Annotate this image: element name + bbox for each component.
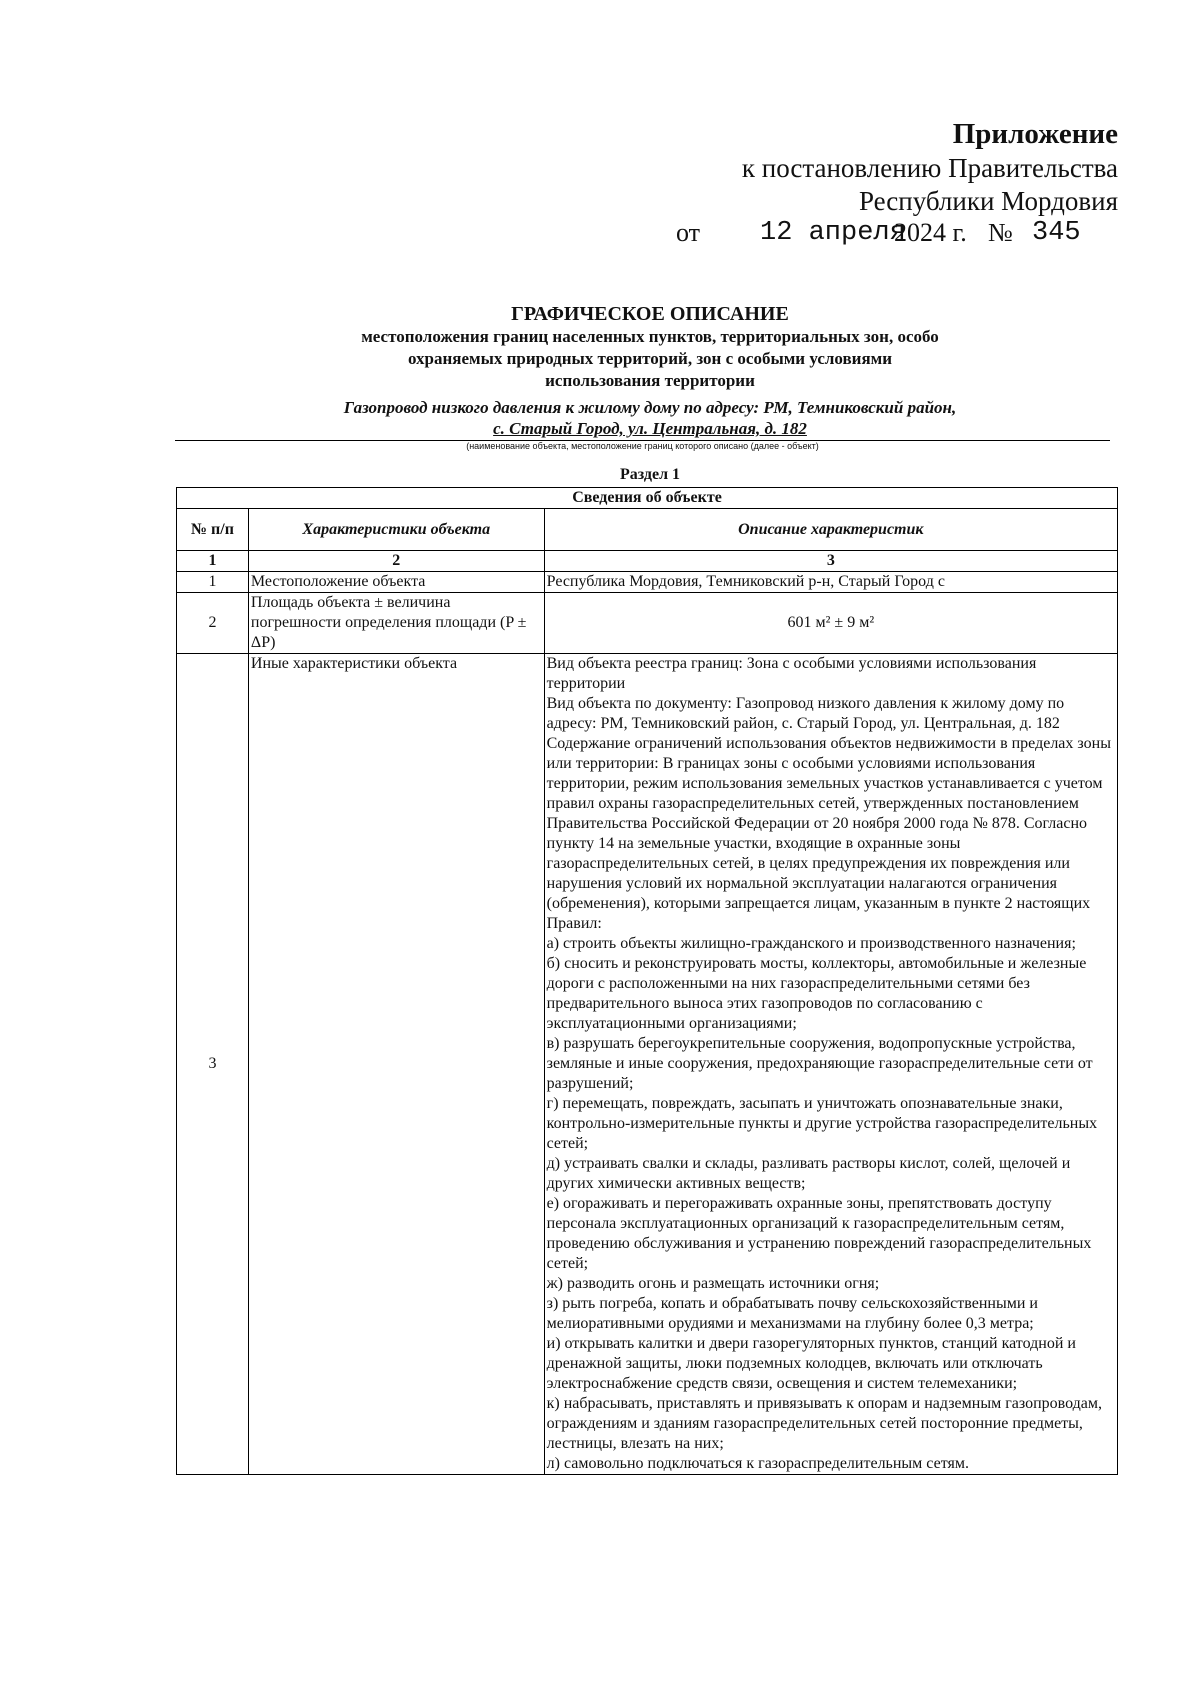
row-value: Республика Мордовия, Темниковский р-н, Старый Город с: [544, 572, 1117, 593]
object-note: (наименование объекта, местоположение границ которого описано (далее - объект): [466, 441, 819, 451]
section-label: Раздел 1: [619, 466, 681, 483]
resolution-number: 345: [1032, 218, 1081, 248]
table-row: [177, 654, 1118, 1475]
number-sign: №: [988, 218, 1013, 247]
value-paragraph: а) строить объекты жилищно-гражданского и производственного назначения;: [546, 935, 1076, 952]
row-name: Местоположение объекта: [248, 572, 544, 593]
appendix-title: Приложение: [952, 118, 1118, 150]
row-name: Площадь объекта ± величина погрешности определения площади (P ± ΔP): [248, 593, 544, 654]
appendix-line-resolution: к постановлению Правительства: [741, 153, 1118, 183]
value-paragraph: д) устраивать свалки и склады, разливать растворы кислот, солей, щелочей и других химически активных веществ;: [546, 1155, 1071, 1192]
value-paragraph: Вид объекта по документу: Газопровод низкого давления к жилому дому по адресу: РМ, Темниковский район, с. Старый Город, ул. Центральная, д. 182: [546, 695, 1065, 732]
document-title: ГРАФИЧЕСКОЕ ОПИСАНИЕ: [511, 303, 789, 325]
date-prefix: от: [676, 218, 701, 247]
value-paragraph: в) разрушать берегоукрепительные сооружения, водопропускные устройства, земляные и иные сооружения, предохраняющие газораспределительные сети от разрушений;: [546, 1035, 1093, 1092]
value-paragraph: ж) разводить огонь и размещать источники огня;: [546, 1275, 880, 1292]
col-number: 1: [177, 551, 249, 572]
date-day-month: 12 апреля: [760, 218, 906, 248]
table-row: [177, 593, 1118, 654]
header-num: № п/п: [177, 509, 249, 551]
header-characteristics: Характеристики объекта: [248, 509, 544, 551]
document-subtitle: местоположения границ населенных пунктов, территориальных зон, особо охраняемых природных территорий, зон с особыми условиями использования территории: [361, 327, 939, 390]
value-paragraph: Содержание ограничений использования объектов недвижимости в пределах зоны или территории: В границах зоны с особыми условиями использования территории, режим использования земельных участков устанавливается с учетом правил охраны газораспределительных сетей, утвержденных постановлением Правительства Российской Федерации от 20 ноября 2000 года № 878. Согласно пункту 14 на земельные участки, входящие в охранные зоны газораспределительных сетей, в целях предупреждения их повреждения или нарушения условий их нормальной эксплуатации налагаются ограничения (обременения), которыми запрещается лицам, указанным в пункте 2 настоящих Правил:: [546, 735, 1111, 932]
row-value-list: [544, 654, 1117, 1475]
value-paragraph: к) набрасывать, приставлять и привязывать к опорам и надземным газопроводам, ограждениям и зданиям газораспределительных сетей посторонние предметы, лестницы, влезать на них;: [546, 1395, 1102, 1452]
table-row: [177, 572, 1118, 593]
table-header-row: [177, 509, 1118, 551]
value-paragraph: и) открывать калитки и двери газорегуляторных пунктов, станций катодной и дренажной защиты, люки подземных колодцев, включать или отключать электроснабжение средств связи, освещения и систем телемеханики;: [546, 1335, 1076, 1392]
row-num: 1: [177, 572, 249, 593]
date-year: 2024 г.: [894, 218, 967, 247]
value-paragraph: л) самовольно подключаться к газораспределительным сетям.: [546, 1455, 969, 1472]
object-name-line1: Газопровод низкого давления к жилому дому по адресу: РМ, Темниковский район,: [343, 398, 957, 417]
resolution-date-row: [676, 218, 1096, 252]
value-paragraph: з) рыть погреба, копать и обрабатывать почву сельскохозяйственными и мелиоративными орудиями и механизмами на глубину более 0,3 метра;: [546, 1295, 1038, 1332]
value-paragraph: е) огораживать и перегораживать охранные зоны, препятствовать доступу персонала эксплуатационных организаций к газораспределительным сетям, проведению обслуживания и устранению повреждений газораспределительных сетей;: [546, 1195, 1092, 1272]
row-value: 601 м² ± 9 м²: [544, 593, 1117, 654]
header-description: Описание характеристик: [544, 509, 1117, 551]
appendix-line-republic: Республики Мордовия: [858, 186, 1118, 216]
object-info-table: [176, 487, 1118, 1475]
col-number: 2: [248, 551, 544, 572]
value-paragraph: б) сносить и реконструировать мосты, коллекторы, автомобильные и железные дороги с расположенными на них газораспределительными сетями без предварительного выноса этих газопроводов по согласованию с эксплуатационными организациями;: [546, 955, 1087, 1032]
table-title: Сведения об объекте: [177, 488, 1118, 509]
col-number: 3: [544, 551, 1117, 572]
object-name-line2: [170, 418, 1130, 439]
value-paragraph: г) перемещать, повреждать, засыпать и уничтожать опознавательные знаки, контрольно-измерительные пункты и другие устройства газораспределительных сетей;: [546, 1095, 1098, 1152]
row-num: 3: [177, 654, 249, 1475]
value-paragraph: Вид объекта реестра границ: Зона с особыми условиями использования территории: [546, 655, 1037, 692]
object-name-line2-text: с. Старый Город, ул. Центральная, д. 182: [493, 419, 807, 438]
table-title-row: [177, 488, 1118, 509]
column-number-row: [177, 551, 1118, 572]
row-name: Иные характеристики объекта: [248, 654, 544, 1475]
row-num: 2: [177, 593, 249, 654]
